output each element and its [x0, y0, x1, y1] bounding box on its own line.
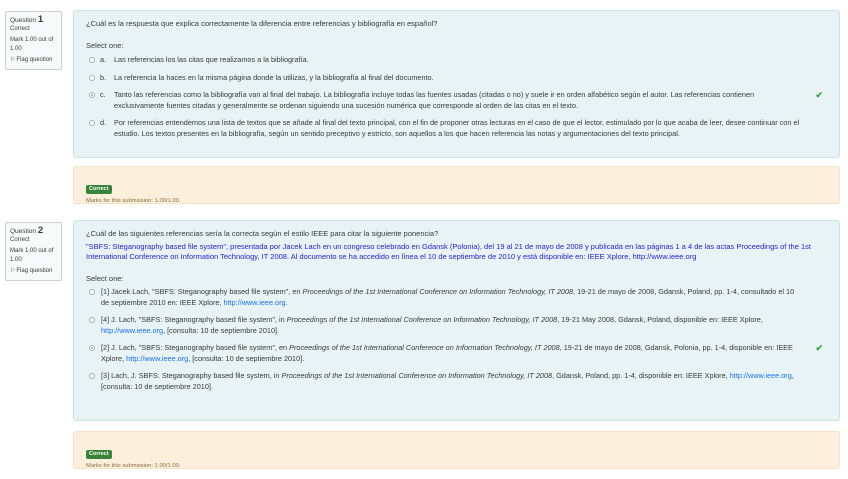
radio-icon[interactable]: [89, 289, 95, 295]
question-state: Correct: [10, 26, 30, 32]
flag-question-link[interactable]: ⚐Flag question: [10, 268, 53, 274]
select-one-prompt: Select one:: [86, 274, 124, 283]
question-text: ¿Cuál de las siguientes referencias sería la correcta según el estilo IEEE para citar la siguiente ponencia?: [86, 229, 439, 238]
ieee-link[interactable]: http://www.ieee.org: [126, 353, 189, 363]
question-state: Correct: [10, 237, 30, 243]
question-outcome-2: [73, 431, 840, 469]
question-info-2: [5, 222, 62, 281]
question-text: ¿Cuál es la respuesta que explica correctamente la diferencia entre referencias y bibliografía en español?: [86, 19, 438, 28]
ponencia-description: "SBFS: Steganography based file system", presentada por Jacek Lach en un congreso celebrado en Gdansk (Polonia), del 19 al 21 de mayo de 2008 y publicada en las páginas 1 a 4 de las actas Proceedings of the 1st International Conference on Information Technology, IT 2008. Al documento se ha accedido en línea el 10 de septiembre de 2010 y está disponible en: IEEE Xplore, http://www.ieee.org: [86, 242, 811, 261]
flag-question-link[interactable]: ⚐Flag question: [10, 57, 53, 63]
question-number: Question 2: [10, 225, 44, 236]
flag-icon: ⚐: [10, 268, 16, 274]
correct-badge: Correct: [86, 450, 112, 459]
radio-icon[interactable]: [89, 317, 95, 323]
answer-option-1[interactable]: [1] Jacek Lach, "SBFS: Steganography based file system", en Proceedings of the 1st International Conference on Information Technology, IT 2008, 19-21 de mayo de 2008, Gdansk, Poland, pp. 1-4, consultado el 10 de septiembre 2010 en: IEEE Xplore, http://www.ieee.org.: [86, 287, 827, 308]
select-one-prompt: Select one:: [86, 41, 124, 50]
radio-icon[interactable]: [89, 120, 95, 126]
marks-text: Marks for this submission: 1.00/1.00.: [86, 463, 181, 469]
radio-icon[interactable]: [89, 92, 95, 98]
question-grade: Mark 1.00 out of 1.00: [10, 248, 54, 263]
answer-option-d[interactable]: d. Por referencias entendemos una lista de textos que se añade al final del texto principal, con el fin de proponer otras lecturas en el caso de que el lector, estimulado por lo que acaba de leer, desee continuar con el estudio. Los textos presentes en la bibliografía, según un sentido preceptivo y estricto, son aquellos a los que hacen referencia las notas y argumentaciones del texto principal.: [86, 118, 827, 139]
answer-option-4[interactable]: [3] Lach, J. SBFS: Steganography based file system, in Proceedings of the 1st International Conference on Information Technology, IT 2008, Gdansk, Poland, pp. 1-4, disponible en: IEEE Xplore, http://www.ieee.org, [consulta: 10 de septiembre 2010].: [86, 371, 827, 392]
answer-option-c[interactable]: c. Tanto las referencias como la bibliografía van al final del trabajo. La bibliografía incluye todas las fuentes usadas (citadas o no) y suele ir en orden alfabético según el autor. Las referencias contienen exclusivamente fuentes citadas y generalmente se ordenan siguiendo una sucesión numérica que corresponde al orden de las citas en el texto. ✔: [86, 90, 827, 111]
radio-icon[interactable]: [89, 373, 95, 379]
marks-text: Marks for this submission: 1.00/1.00.: [86, 198, 181, 204]
answer-option-2[interactable]: [4] J. Lach, "SBFS: Steganography based file system", in Proceedings of the 1st International Conference on Information Technology, IT 2008, 19-21 May 2008, Gdansk, Poland, disponible en: IEEE Xplore, http://www.ieee.org, [consulta: 10 de septiembre 2010].: [86, 315, 827, 336]
ieee-link[interactable]: http://www.ieee.org: [101, 325, 164, 335]
question-grade: Mark 1.00 out of 1.00: [10, 37, 54, 52]
answer-option-a[interactable]: a. Las referencias los las citas que realizamos a la bibliografía.: [86, 55, 827, 66]
question-formulation-1: [73, 10, 840, 158]
radio-icon[interactable]: [89, 75, 95, 81]
question-outcome-1: [73, 166, 840, 204]
check-icon: ✔: [815, 343, 823, 353]
ieee-link[interactable]: http://www.ieee.org: [729, 371, 792, 380]
question-formulation-2: [73, 220, 840, 421]
question-number: Question 1: [10, 14, 44, 25]
radio-icon[interactable]: [89, 57, 95, 63]
question-info-1: [5, 11, 62, 70]
check-icon: ✔: [815, 90, 823, 100]
correct-badge: Correct: [86, 185, 112, 194]
radio-icon[interactable]: [89, 345, 95, 351]
answer-option-3[interactable]: [2] J. Lach, "SBFS: Steganography based file system", en Proceedings of the 1st International Conference on Information Technology, IT 2008, 19-21 de mayo de 2008, Gdansk, Polonia, pp. 1-4, disponible en: IEEE Xplore, http://www.ieee.org, [consulta: 10 de septiembre 2010]. ✔: [86, 343, 827, 364]
ieee-link[interactable]: http://www.ieee.org: [223, 297, 286, 307]
answer-option-b[interactable]: b. La referencia la haces en la misma página donde la utilizas, y la bibliografía al final del documento.: [86, 73, 827, 84]
flag-icon: ⚐: [10, 57, 16, 63]
